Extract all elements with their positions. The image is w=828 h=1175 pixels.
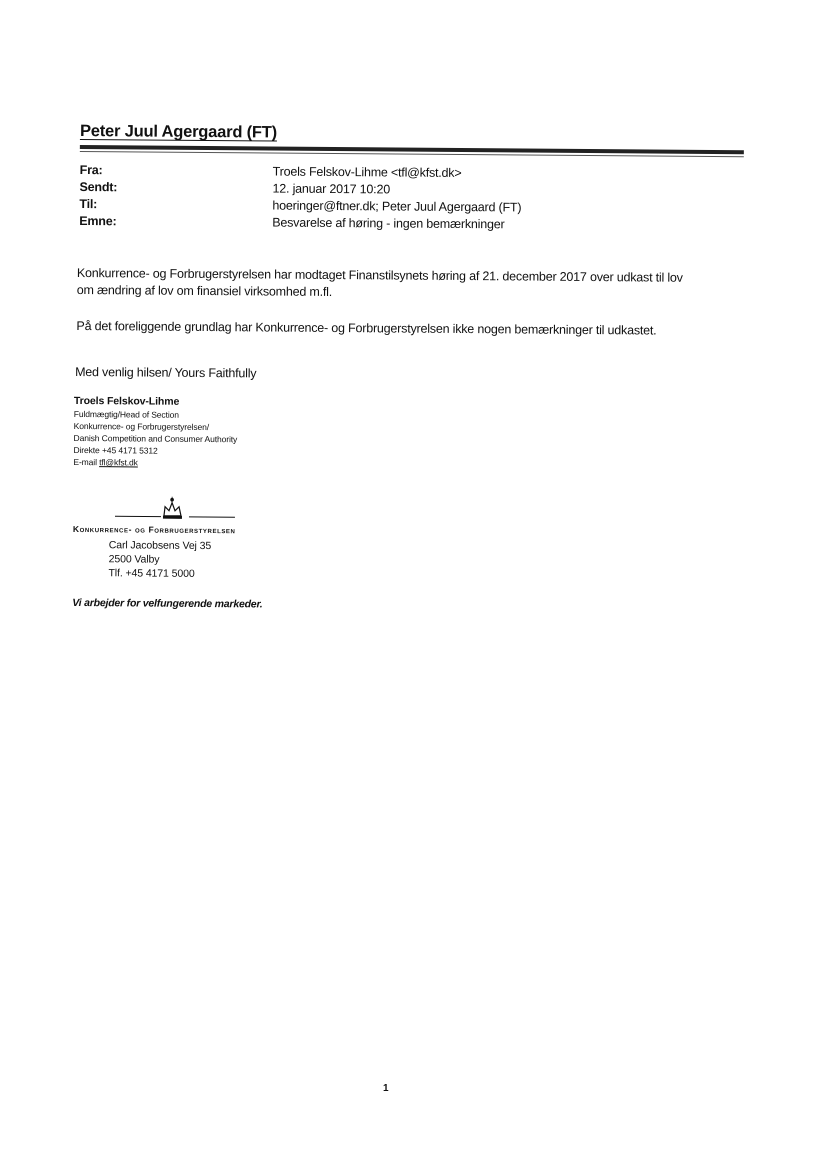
sent-label: Sendt: <box>79 179 117 196</box>
body-paragraph-1-line-1: Konkurrence- og Forbrugerstyrelsen har modtaget Finanstilsynets høring af 21. december 2017 over udkast til lov <box>77 265 737 286</box>
subject-label: Emne: <box>79 213 116 230</box>
signature-direct-phone: Direkte +45 4171 5312 <box>73 445 157 457</box>
to-label: Til: <box>79 196 97 213</box>
signature-name: Troels Felskov-Lihme <box>74 395 179 408</box>
mailbox-owner-heading: Peter Juul Agergaard (FT) <box>80 122 277 143</box>
agency-wordmark: Konkurrence- og Forbrugerstyrelsen <box>73 524 236 535</box>
sent-value: 12. januar 2017 10:20 <box>272 181 390 199</box>
crown-icon <box>115 494 235 525</box>
signature-org-en: Danish Competition and Consumer Authority <box>74 433 238 445</box>
body-paragraph-2: På det foreliggende grundlag har Konkurrence- og Forbrugerstyrelsen ikke nogen bemærkninger til udkastet. <box>76 318 736 339</box>
signature-email-link[interactable]: tfl@kfst.dk <box>99 457 138 467</box>
subject-value: Besvarelse af høring - ingen bemærkninger <box>272 215 504 234</box>
from-label: Fra: <box>80 162 103 179</box>
to-value: hoeringer@ftner.dk; Peter Juul Agergaard (FT) <box>272 198 521 217</box>
address-city: 2500 Valby <box>109 552 160 566</box>
address-street: Carl Jacobsens Vej 35 <box>109 538 211 553</box>
signature-org-da: Konkurrence- og Forbrugerstyrelsen/ <box>74 421 209 433</box>
signature-title: Fuldmægtig/Head of Section <box>74 409 179 421</box>
from-value: Troels Felskov-Lihme <tfl@kfst.dk> <box>273 164 462 182</box>
signature-email-prefix: E-mail <box>73 457 99 467</box>
page-number: 1 <box>383 1083 389 1094</box>
body-paragraph-1-line-2: om ændring af lov om finansiel virksomhed m.fl. <box>77 282 737 303</box>
address-phone: Tlf. +45 4171 5000 <box>108 566 194 581</box>
closing-greeting: Med venlig hilsen/ Yours Faithfully <box>75 364 735 385</box>
agency-tagline: Vi arbejder for velfungerende markeder. <box>72 597 262 610</box>
signature-email-line <box>73 457 138 469</box>
